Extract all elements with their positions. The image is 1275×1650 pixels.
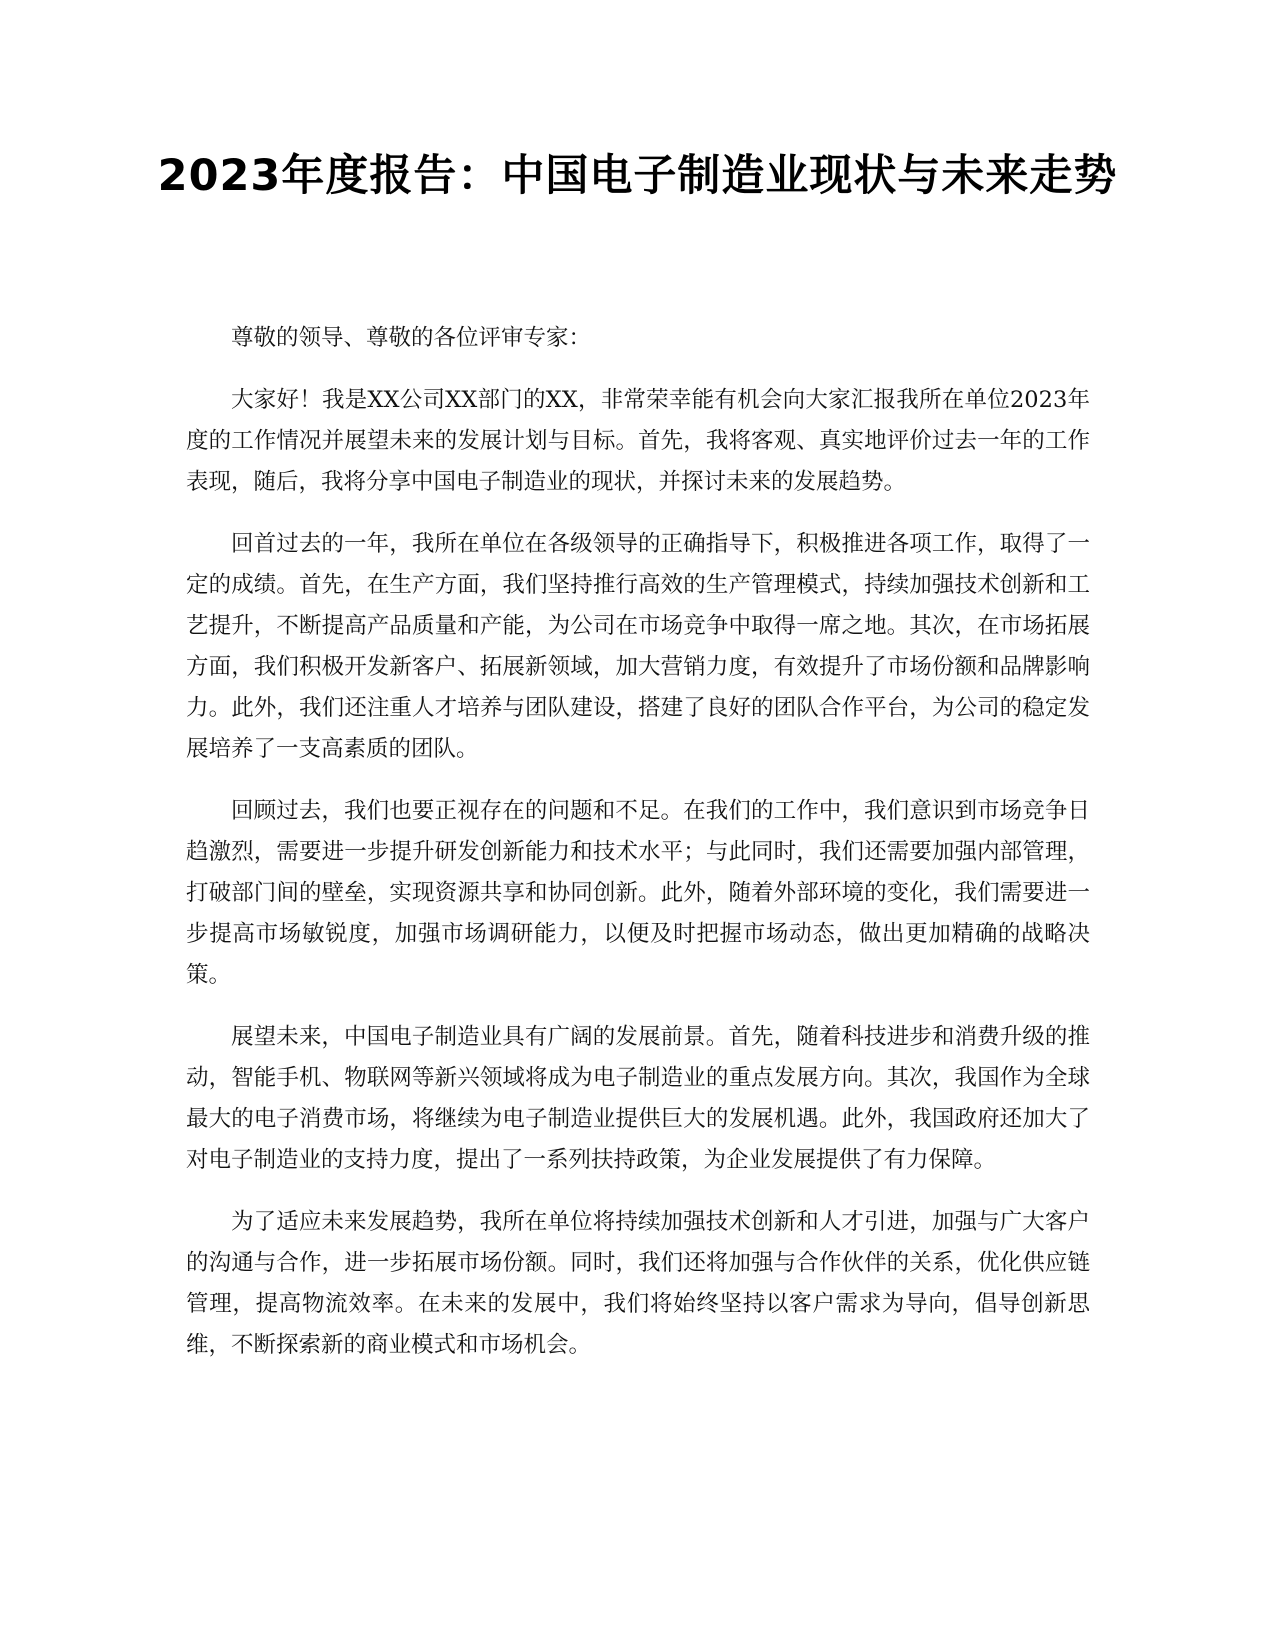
problems-paragraph: 回顾过去，我们也要正视存在的问题和不足。在我们的工作中，我们意识到市场竞争日趋激烈，需要进一步提升研发创新能力和技术水平；与此同时，我们还需要加强内部管理，打破部门间的壁垒，实现资源共享和协同创新。此外，随着外部环境的变化，我们需要进一步提高市场敏锐度，加强市场调研能力，以便及时把握市场动态，做出更加精确的战略决策。	[186, 798, 1090, 988]
introduction-paragraph: 大家好！我是XX公司XX部门的XX，非常荣幸能有机会向大家汇报我所在单位2023年度的工作情况并展望未来的发展计划与目标。首先，我将客观、真实地评价过去一年的工作表现，随后，我将分享中国电子制造业的现状，并探讨未来的发展趋势。	[186, 387, 1090, 495]
document-title: 2023年度报告：中国电子制造业现状与未来走势	[157, 151, 1118, 201]
document-body	[186, 318, 1090, 1387]
salutation-paragraph: 尊敬的领导、尊敬的各位评审专家：	[231, 325, 592, 351]
plan-paragraph: 为了适应未来发展趋势，我所在单位将持续加强技术创新和人才引进，加强与广大客户的沟通与合作，进一步拓展市场份额。同时，我们还将加强与合作伙伴的关系，优化供应链管理，提高物流效率。在未来的发展中，我们将始终坚持以客户需求为导向，倡导创新思维，不断探索新的商业模式和市场机会。	[186, 1209, 1090, 1358]
outlook-paragraph: 展望未来，中国电子制造业具有广阔的发展前景。首先，随着科技进步和消费升级的推动，智能手机、物联网等新兴领域将成为电子制造业的重点发展方向。其次，我国作为全球最大的电子消费市场，将继续为电子制造业提供巨大的发展机遇。此外，我国政府还加大了对电子制造业的支持力度，提出了一系列扶持政策，为企业发展提供了有力保障。	[186, 1024, 1090, 1173]
achievements-paragraph: 回首过去的一年，我所在单位在各级领导的正确指导下，积极推进各项工作，取得了一定的成绩。首先，在生产方面，我们坚持推行高效的生产管理模式，持续加强技术创新和工艺提升，不断提高产品质量和产能，为公司在市场竞争中取得一席之地。其次，在市场拓展方面，我们积极开发新客户、拓展新领域，加大营销力度，有效提升了市场份额和品牌影响力。此外，我们还注重人才培养与团队建设，搭建了良好的团队合作平台，为公司的稳定发展培养了一支高素质的团队。	[186, 531, 1090, 762]
